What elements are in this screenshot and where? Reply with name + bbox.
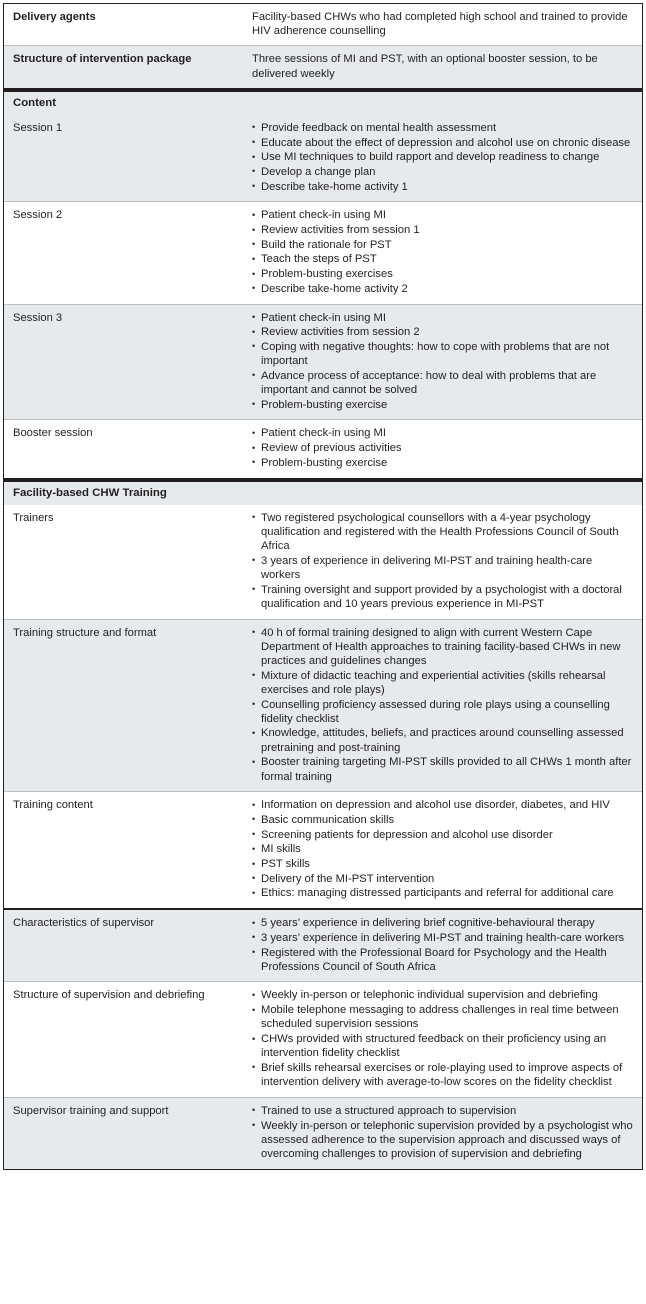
bullet-list xyxy=(252,1104,634,1161)
table-row xyxy=(4,46,642,89)
row-content-supervisor-training-and-support xyxy=(252,1098,642,1169)
bullet-item: • Two registered psychological counsellors with a 4-year psychology qualification and registered with the Health Professions Council of South Africa xyxy=(252,511,634,554)
section-header-facility-based-chw-training: Facility-based CHW Training xyxy=(4,480,642,505)
bullet-item: • Mobile telephone messaging to address challenges in real time between scheduled supervision sessions xyxy=(252,1003,634,1031)
row-label-characteristics-of-supervisor: Characteristics of supervisor xyxy=(13,917,155,930)
row-label-booster-session: Booster session xyxy=(13,427,93,440)
row-content-structure-of-intervention-package xyxy=(252,46,642,87)
row-content-session-1 xyxy=(252,115,642,202)
table-row xyxy=(4,982,642,1097)
bullet-item: • Brief skills rehearsal exercises or role-playing used to improve aspects of intervention delivery with average-to-low scores on the fidelity checklist xyxy=(252,1061,634,1089)
bullet-item: • Patient check-in using MI xyxy=(252,311,634,325)
bullet-item: • 3 years’ experience in delivering MI-PST and training health-care workers xyxy=(252,931,634,945)
table-row xyxy=(4,910,642,982)
bullet-item: • Weekly in-person or telephonic supervision provided by a psychologist who assessed adherence to the supervision approach and discussed ways of overcoming challenges to provision of supervision and debriefing xyxy=(252,1119,634,1162)
row-content-delivery-agents xyxy=(252,4,642,45)
bullet-item: • MI skills xyxy=(252,842,634,856)
table-row xyxy=(4,4,642,46)
row-label-structure-of-intervention-package: Structure of intervention package xyxy=(13,53,192,66)
bullet-item: • Review of previous activities xyxy=(252,441,634,455)
row-label-training-content: Training content xyxy=(13,799,93,812)
row-label-trainers: Trainers xyxy=(13,511,54,524)
bullet-item: • Knowledge, attitudes, beliefs, and practices around counselling assessed pretraining and post-training xyxy=(252,726,634,754)
bullet-item: • Review activities from session 1 xyxy=(252,223,634,237)
bullet-item: • Information on depression and alcohol use disorder, diabetes, and HIV xyxy=(252,798,634,812)
bullet-item: • Provide feedback on mental health assessment xyxy=(252,121,634,135)
bullet-item: • Coping with negative thoughts: how to cope with problems that are not important xyxy=(252,340,634,368)
bullet-item: • Screening patients for depression and alcohol use disorder xyxy=(252,828,634,842)
bullet-item: • PST skills xyxy=(252,857,634,871)
bullet-item: • Patient check-in using MI xyxy=(252,208,634,222)
bullet-item: • Trained to use a structured approach to supervision xyxy=(252,1104,634,1118)
bullet-item: • CHWs provided with structured feedback on their proficiency using an intervention fidelity checklist xyxy=(252,1032,634,1060)
bullet-item: • Use MI techniques to build rapport and develop readiness to change xyxy=(252,150,634,164)
section-header-content: Content xyxy=(4,90,642,115)
bullet-item: • Weekly in-person or telephonic individual supervision and debriefing xyxy=(252,988,634,1002)
bullet-item: • Mixture of didactic teaching and experiential activities (skills rehearsal exercises and role plays) xyxy=(252,669,634,697)
table-row xyxy=(4,620,642,793)
row-label-structure-of-supervision-and-debriefing: Structure of supervision and debriefing xyxy=(13,989,205,1002)
bullet-item: • Teach the steps of PST xyxy=(252,252,634,266)
bullet-item: • Problem-busting exercise xyxy=(252,456,634,470)
table-row xyxy=(4,505,642,620)
row-content-trainers xyxy=(252,505,642,619)
bullet-item: • Counselling proficiency assessed during role plays using a counselling fidelity checklist xyxy=(252,698,634,726)
row-content-characteristics-of-supervisor xyxy=(252,910,642,981)
row-content-session-3 xyxy=(252,305,642,420)
bullet-list xyxy=(252,988,634,1089)
row-label-training-structure-and-format: Training structure and format xyxy=(13,626,157,639)
bullet-item: • Booster training targeting MI-PST skills provided to all CHWs 1 month after formal training xyxy=(252,755,634,783)
row-label-delivery-agents: Delivery agents xyxy=(13,11,96,23)
row-label-supervisor-training-and-support: Supervisor training and support xyxy=(13,1104,169,1117)
bullet-item: • 5 years’ experience in delivering brief cognitive-behavioural therapy xyxy=(252,916,634,930)
row-label-session-3: Session 3 xyxy=(13,311,63,324)
table-row xyxy=(4,792,642,910)
bullet-item: • Training oversight and support provided by a psychologist with a doctoral qualification and 10 years previous experience in MI-PST xyxy=(252,583,634,611)
row-paragraph: Three sessions of MI and PST, with an optional booster session, to be delivered weekly xyxy=(252,53,598,80)
row-content-session-2 xyxy=(252,202,642,303)
row-content-training-content xyxy=(252,792,642,908)
bullet-item: • Advance process of acceptance: how to deal with problems that are important and cannot be solved xyxy=(252,369,634,397)
table-row xyxy=(4,202,642,304)
bullet-item: • Review activities from session 2 xyxy=(252,325,634,339)
bullet-item: • Patient check-in using MI xyxy=(252,426,634,440)
bullet-item: • Registered with the Professional Board for Psychology and the Health Professions Council of South Africa xyxy=(252,946,634,974)
row-label-session-1: Session 1 xyxy=(13,121,63,134)
bullet-item: • 40 h of formal training designed to align with current Western Cape Department of Health approaches to training facility-based CHWs in new practices and guidelines changes xyxy=(252,626,634,669)
table-row xyxy=(4,115,642,203)
row-content-training-structure-and-format xyxy=(252,620,642,792)
bullet-item: • Develop a change plan xyxy=(252,165,634,179)
bullet-item: • Basic communication skills xyxy=(252,813,634,827)
bullet-item: • Describe take-home activity 2 xyxy=(252,282,634,296)
table-row xyxy=(4,1098,642,1169)
bullet-list xyxy=(252,916,634,974)
row-paragraph: Facility-based CHWs who had completed high school and trained to provide HIV adherence counselling xyxy=(252,11,628,38)
bullet-list xyxy=(252,311,634,412)
row-content-booster-session xyxy=(252,420,642,477)
bullet-list xyxy=(252,798,634,900)
bullet-list xyxy=(252,208,634,296)
intervention-details-table xyxy=(3,3,643,1170)
bullet-item: • Ethics: managing distressed participants and referral for additional care xyxy=(252,886,634,900)
bullet-item: • Problem-busting exercises xyxy=(252,267,634,281)
row-label-session-2: Session 2 xyxy=(13,209,63,222)
table-row xyxy=(4,420,642,479)
bullet-item: • Educate about the effect of depression and alcohol use on chronic disease xyxy=(252,136,634,150)
bullet-item: • 3 years of experience in delivering MI-PST and training health-care workers xyxy=(252,554,634,582)
bullet-list xyxy=(252,626,634,784)
row-content-structure-of-supervision-and-debriefing xyxy=(252,982,642,1096)
table-row xyxy=(4,305,642,421)
bullet-item: • Build the rationale for PST xyxy=(252,238,634,252)
bullet-list xyxy=(252,426,634,470)
bullet-item: • Delivery of the MI-PST intervention xyxy=(252,872,634,886)
bullet-list xyxy=(252,121,634,194)
bullet-item: • Describe take-home activity 1 xyxy=(252,180,634,194)
bullet-item: • Problem-busting exercise xyxy=(252,398,634,412)
bullet-list xyxy=(252,511,634,611)
